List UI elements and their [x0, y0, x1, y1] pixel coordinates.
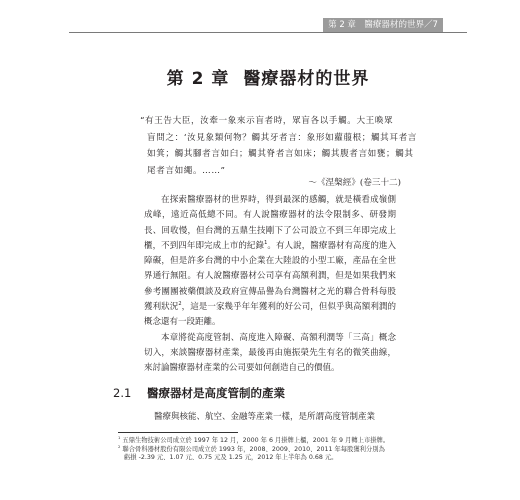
section-number: 2.1	[113, 386, 132, 400]
paragraph: 本章將從高度管制、高度進入障礙、高額利潤等「三高」概念切入，來談醫療器材產業，最後再由施振榮先生有名的微笑曲線，來討論醫療器材產業的公司要如何創造自己的價值。	[144, 332, 396, 374]
body-text	[144, 193, 396, 377]
epigraph-line: 如箕；觸其腳者言如臼；觸其脊者言如床；觸其腹者言如甕；觸其	[147, 149, 414, 159]
paragraph	[144, 193, 396, 331]
paragraph-text: ，這是一家幾乎年年獲利的好公司，但似乎與高額利潤的概念還有一段距離。	[144, 302, 396, 328]
section-first-line: 醫療與核能、航空、金融等產業一樣，是所謂高度管制產業	[154, 412, 376, 422]
footnote-text: 五鼎生物技術公司成立於 1997 年 12 月，2000 年 6 月掛牌上櫃，2001 年 9 月轉上市掛牌。	[122, 437, 390, 444]
running-header-label: 第 2 章 醫療器材的世界／7	[323, 18, 443, 32]
epigraph-line: 尾者言如繩。……”	[147, 165, 226, 176]
footnote-text: 聯合骨科器材股份有限公司成立於 1993 年，2008、2009、2010、2011 年每股獲利分別為	[122, 445, 385, 453]
footnote-continuation: 虧損 -2.39 元、1.07 元、0.75 元及 1.25 元，2012 年上半年為 0.68 元。	[124, 454, 338, 462]
chapter-name: 醫療器材的世界	[243, 69, 370, 89]
paragraph-text: 。有人說，醫療器材有高度的進入障礙，但是許多台灣的中小企業在大陸設的小型工廠，產品在全世界通行無阻。有人說醫療器材公司享有高額利潤，但是如果我們來參考團團被藥價談及政府宣傳品譽為台灣醫材之光的聯合骨科每股獲利狀況	[144, 240, 396, 313]
section-heading	[113, 385, 285, 401]
epigraph-line: 盲問之：‘汝見象類何物？觸其牙者言：象形如蘿菔根；觸其耳者言	[147, 132, 417, 143]
chapter-number: 第 2 章	[166, 69, 230, 89]
footnote: $^2$ 聯合骨科器材股份有限公司成立於 1993 年，2008、2009、2010、2011 年每股獲利分別為	[118, 443, 385, 453]
section-title: 醫療器材是高度管制的產業	[147, 386, 285, 400]
footnote-divider	[118, 432, 238, 433]
footnote: $^1$ 五鼎生物技術公司成立於 1997 年 12 月，2000 年 6 月掛牌上櫃，2001 年 9 月轉上市掛牌。	[118, 434, 390, 444]
footnote-ref: 1	[264, 240, 268, 247]
epigraph-source: ～《涅槃經》(卷三十二)	[308, 178, 401, 188]
paragraph-text: 在探索醫療器材的世界時，得到最深的感觸，就是橫看成嶺側成峰，遠近高低總不同。有人說醫療器材的法令限制多、研發期長、回收慢，但台灣的五鼎生技剛下了公司設立不到三年即完成上櫃，不到四年即完成上市的紀錄	[144, 195, 396, 251]
running-header	[69, 17, 467, 33]
footnote-ref: 2	[178, 301, 182, 308]
chapter-title	[69, 64, 467, 89]
footnotes	[118, 434, 404, 463]
epigraph-line: “有王告大臣，汝牽一象來示盲者時，眾盲各以手觸。大王喚眾	[140, 116, 394, 126]
epigraph	[133, 113, 417, 179]
